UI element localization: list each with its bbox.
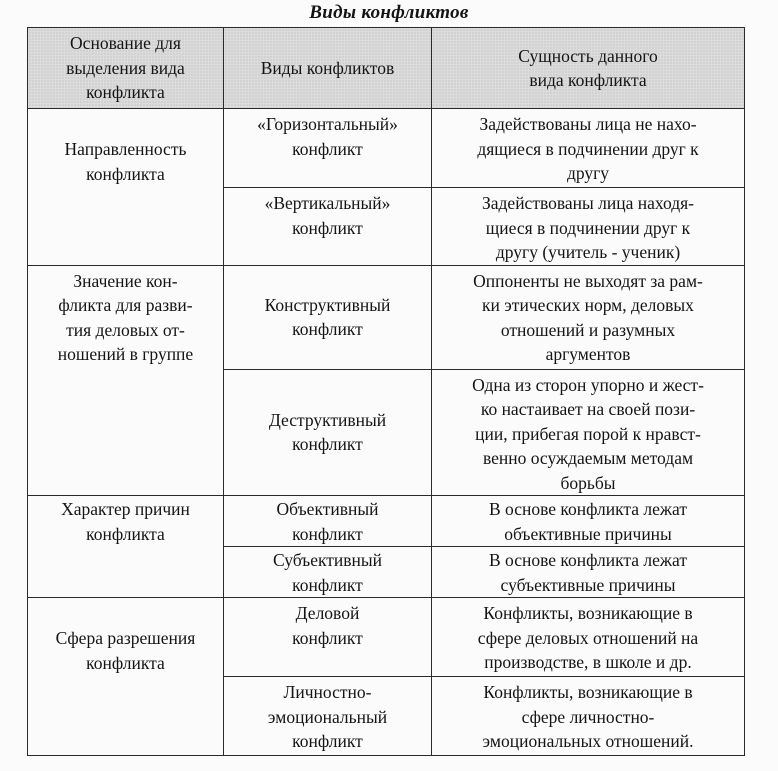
essence-cell: Одна из сторон упорно и жест- ко настаивает на своей пози- ции, прибегая порой к нравст- венно осуждаемым методам борьбы bbox=[432, 369, 745, 496]
table-row bbox=[28, 265, 745, 369]
basis-cell: Значение кон- фликта для разви- тия деловых от- ношений в группе bbox=[28, 265, 224, 496]
table-row bbox=[28, 496, 745, 547]
kind-cell: Субъективный конфликт bbox=[224, 547, 432, 598]
kind-cell: Деструктивный конфликт bbox=[224, 369, 432, 496]
essence-cell: Конфликты, возникающие в сфере деловых отношений на производстве, в школе и др. bbox=[432, 598, 745, 677]
essence-cell: Задействованы лица не нахо- дящиеся в подчинении друг к другу bbox=[432, 109, 745, 188]
table-header-row bbox=[28, 28, 745, 109]
basis-cell: Характер причин конфликта bbox=[28, 496, 224, 598]
document-title: Виды конфликтов bbox=[309, 2, 469, 23]
kind-cell: Конструктивный конфликт bbox=[224, 265, 432, 369]
conflict-types-table bbox=[27, 27, 745, 756]
kind-cell: Деловой конфликт bbox=[224, 598, 432, 677]
kind-cell: «Горизонтальный» конфликт bbox=[224, 109, 432, 188]
header-basis: Основание для выделения вида конфликта bbox=[28, 28, 224, 109]
essence-cell: В основе конфликта лежат субъективные причины bbox=[432, 547, 745, 598]
kind-cell: «Вертикальный» конфликт bbox=[224, 188, 432, 266]
essence-cell: Оппоненты не выходят за рам- ки этических норм, деловых отношений и разумных аргументов bbox=[432, 265, 745, 369]
table-row bbox=[28, 109, 745, 188]
kind-cell: Объективный конфликт bbox=[224, 496, 432, 547]
basis-cell: Сфера разрешения конфликта bbox=[28, 598, 224, 756]
header-essence: Сущность данного вида конфликта bbox=[432, 28, 745, 109]
kind-cell: Личностно- эмоциональный конфликт bbox=[224, 677, 432, 756]
header-kind: Виды конфликтов bbox=[224, 28, 432, 109]
essence-cell: В основе конфликта лежат объективные причины bbox=[432, 496, 745, 547]
table-row bbox=[28, 598, 745, 677]
essence-cell: Задействованы лица находя- щиеся в подчинении друг к другу (учитель - ученик) bbox=[432, 188, 745, 266]
basis-cell: Направленность конфликта bbox=[28, 109, 224, 266]
essence-cell: Конфликты, возникающие в сфере личностно- эмоциональных отношений. bbox=[432, 677, 745, 756]
